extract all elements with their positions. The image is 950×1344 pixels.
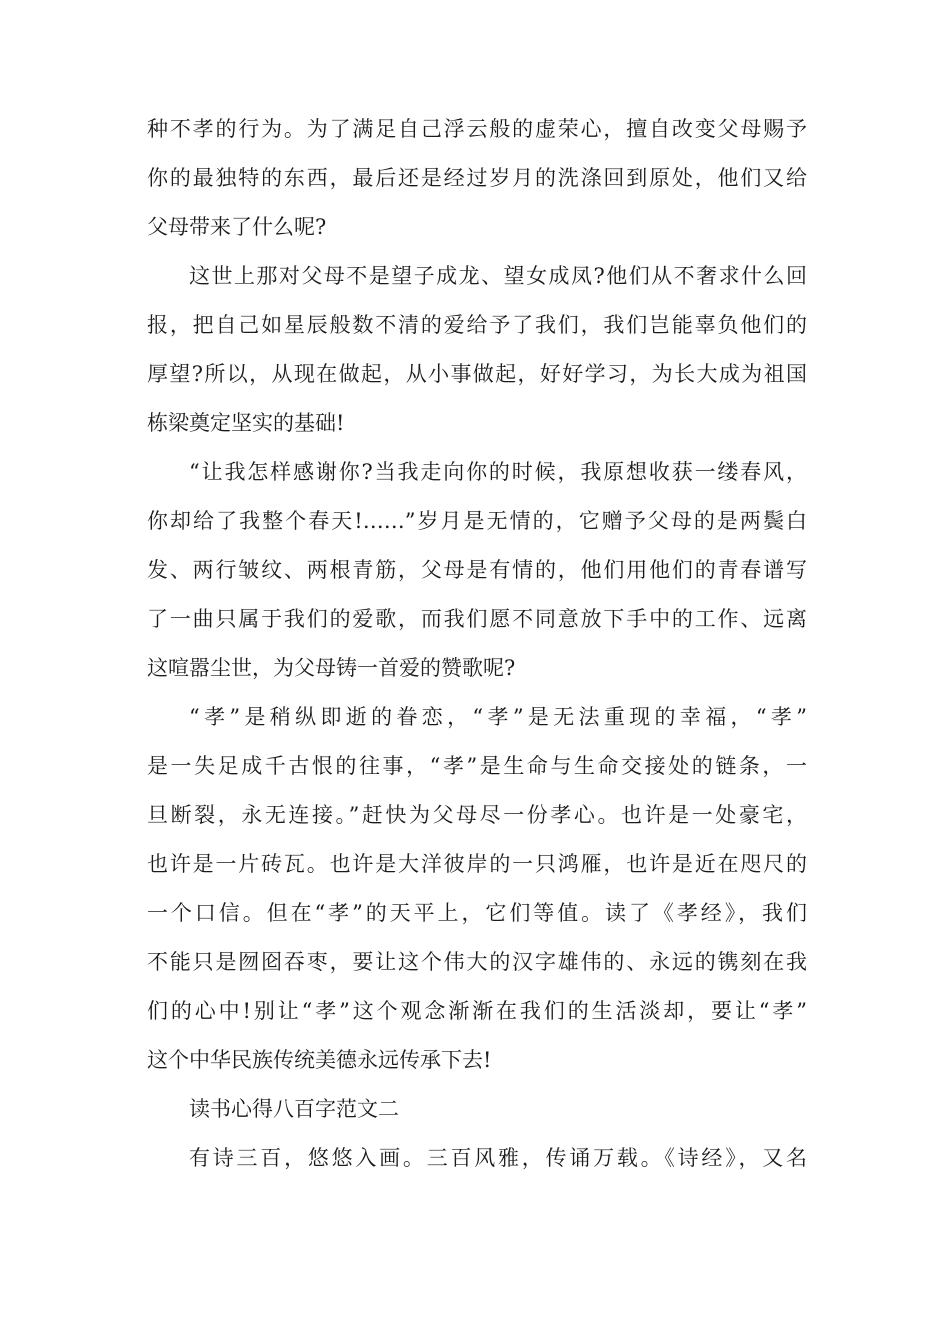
text-line: 报，把自己如星辰般数不清的爱给予了我们，我们岂能辜负他们的 xyxy=(147,313,807,337)
document-body xyxy=(147,105,807,1183)
text-line: 这喧嚣尘世，为父母铸一首爱的赞歌呢? xyxy=(147,656,516,680)
text-line: “孝”是稍纵即逝的眷恋，“孝”是无法重现的幸福，“孝” xyxy=(189,705,807,729)
text-line: 不能只是囫囵吞枣，要让这个伟大的汉字雄伟的、永远的镌刻在我 xyxy=(147,950,807,974)
text-line: 有诗三百，悠悠入画。三百风雅，传诵万载。《诗经》，又名 xyxy=(189,1146,807,1170)
text-line: 是一失足成千古恨的往事，“孝”是生命与生命交接处的链条，一 xyxy=(147,754,807,778)
text-line: 一个口信。但在“孝”的天平上，它们等值。读了《孝经》，我们 xyxy=(147,901,807,925)
text-line: 种不孝的行为。为了满足自己浮云般的虚荣心，擅自改变父母赐予 xyxy=(147,117,807,141)
text-line: 旦断裂，永无连接。”赶快为父母尽一份孝心。也许是一处豪宅， xyxy=(147,803,807,827)
text-line: “让我怎样感谢你?当我走向你的时候，我原想收获一缕春风， xyxy=(189,460,807,484)
text-line: 发、两行皱纹、两根青筋，父母是有情的，他们用他们的青春谱写 xyxy=(147,558,807,582)
text-line: 你的最独特的东西，最后还是经过岁月的洗涤回到原处，他们又给 xyxy=(147,166,807,190)
text-line: 们的心中!别让“孝”这个观念渐渐在我们的生活淡却，要让“孝” xyxy=(147,999,807,1023)
text-line: 你却给了我整个春天!……”岁月是无情的，它赠予父母的是两鬓白 xyxy=(147,509,807,533)
text-line: 了一曲只属于我们的爱歌，而我们愿不同意放下手中的工作、远离 xyxy=(147,607,807,631)
text-line: 这个中华民族传统美德永远传承下去! xyxy=(147,1048,492,1072)
text-line: 厚望?所以，从现在做起，从小事做起，好好学习，为长大成为祖国 xyxy=(147,362,807,386)
text-line: 父母带来了什么呢? xyxy=(147,215,327,239)
text-line: 栋梁奠定坚实的基础! xyxy=(147,411,345,435)
text-line: 读书心得八百字范文二 xyxy=(189,1097,399,1121)
text-line: 也许是一片砖瓦。也许是大洋彼岸的一只鸿雁，也许是近在咫尺的 xyxy=(147,852,807,876)
text-line: 这世上那对父母不是望子成龙、望女成凤?他们从不奢求什么回 xyxy=(189,264,807,288)
